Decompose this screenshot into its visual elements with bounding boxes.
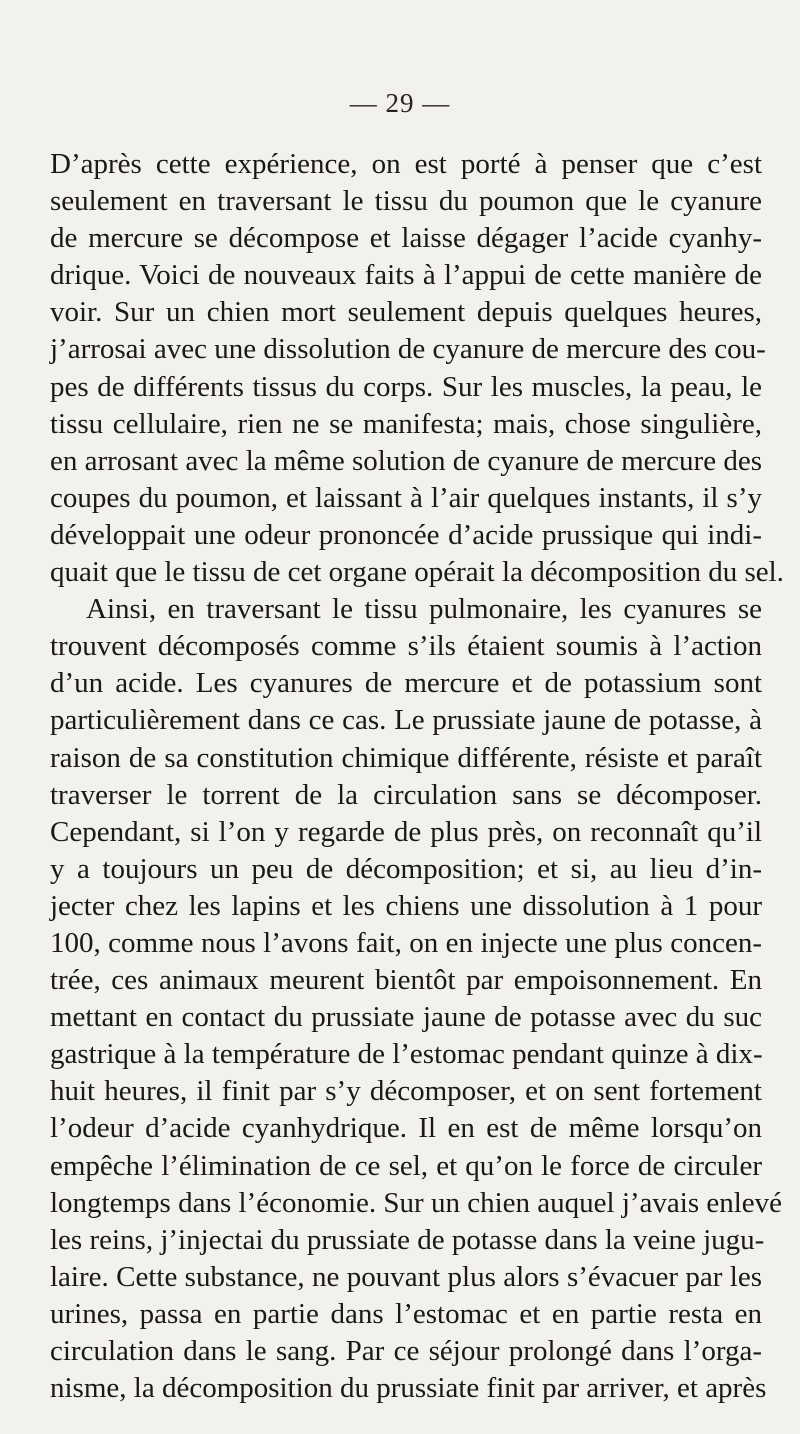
- text-line: particulièrement dans ce cas. Le prussiate jaune de potasse, à: [50, 704, 762, 737]
- text-line: traverser le torrent de la circulation sans se décomposer.: [50, 778, 762, 811]
- text-line: Ainsi, en traversant le tissu pulmonaire, les cyanures se: [86, 593, 762, 626]
- text-line: raison de sa constitution chimique différente, résiste et paraît: [50, 741, 762, 774]
- text-line: en arrosant avec la même solution de cyanure de mercure des: [50, 444, 762, 477]
- text-line: seulement en traversant le tissu du poumon que le cyanure: [50, 185, 762, 218]
- text-line: quait que le tissu de cet organe opérait la décomposition du sel.: [50, 556, 784, 589]
- text-line: y a toujours un peu de décomposition; et si, au lieu d’in-: [50, 852, 762, 885]
- text-line: l’odeur d’acide cyanhydrique. Il en est de même lorsqu’on: [50, 1112, 762, 1145]
- text-line: mettant en contact du prussiate jaune de potasse avec du suc: [50, 1001, 762, 1034]
- text-line: tissu cellulaire, rien ne se manifesta; mais, chose singulière,: [50, 407, 762, 440]
- text-line: 100, comme nous l’avons fait, on en injecte une plus concen-: [50, 926, 762, 959]
- text-line: trouvent décomposés comme s’ils étaient soumis à l’action: [50, 630, 762, 663]
- text-line: circulation dans le sang. Par ce séjour prolongé dans l’orga-: [50, 1335, 762, 1367]
- text-line: coupes du poumon, et laissant à l’air quelques instants, il s’y: [50, 481, 762, 514]
- text-line: j’arrosai avec une dissolution de cyanure de mercure des cou-: [50, 333, 766, 366]
- text-line: voir. Sur un chien mort seulement depuis quelques heures,: [50, 296, 762, 329]
- text-line: développait une odeur prononcée d’acide prussique qui indi-: [50, 518, 762, 551]
- text-line: pes de différents tissus du corps. Sur les muscles, la peau, le: [50, 370, 762, 403]
- text-line: trée, ces animaux meurent bientôt par empoisonnement. En: [50, 964, 762, 997]
- text-line: drique. Voici de nouveaux faits à l’appui de cette manière de: [50, 259, 762, 292]
- text-line: Cependant, si l’on y regarde de plus près, on reconnaît qu’il: [50, 815, 762, 848]
- text-line: d’un acide. Les cyanures de mercure et de potassium sont: [50, 667, 762, 700]
- text-line: jecter chez les lapins et les chiens une dissolution à 1 pour: [50, 889, 762, 922]
- text-line: urines, passa en partie dans l’estomac et en partie resta en: [50, 1297, 762, 1330]
- body-text: [50, 146, 784, 1407]
- text-line: longtemps dans l’économie. Sur un chien auquel j’avais enlevé: [50, 1186, 783, 1219]
- text-line: empêche l’élimination de ce sel, et qu’on le force de circuler: [50, 1149, 762, 1182]
- text-line: huit heures, il finit par s’y décomposer, et on sent fortement: [50, 1075, 762, 1108]
- text-line: de mercure se décompose et laisse dégager l’acide cyanhy-: [50, 222, 762, 255]
- text-line: nisme, la décomposition du prussiate finit par arriver, et après: [50, 1372, 767, 1405]
- text-line: D’après cette expérience, on est porté à penser que c’est: [50, 148, 762, 180]
- page-number: — 29 —: [349, 88, 451, 118]
- text-line: laire. Cette substance, ne pouvant plus alors s’évacuer par les: [50, 1260, 762, 1293]
- text-line: gastrique à la température de l’estomac pendant quinze à dix-: [50, 1038, 763, 1071]
- text-line: les reins, j’injectai du prussiate de potasse dans la veine jugu-: [50, 1223, 765, 1256]
